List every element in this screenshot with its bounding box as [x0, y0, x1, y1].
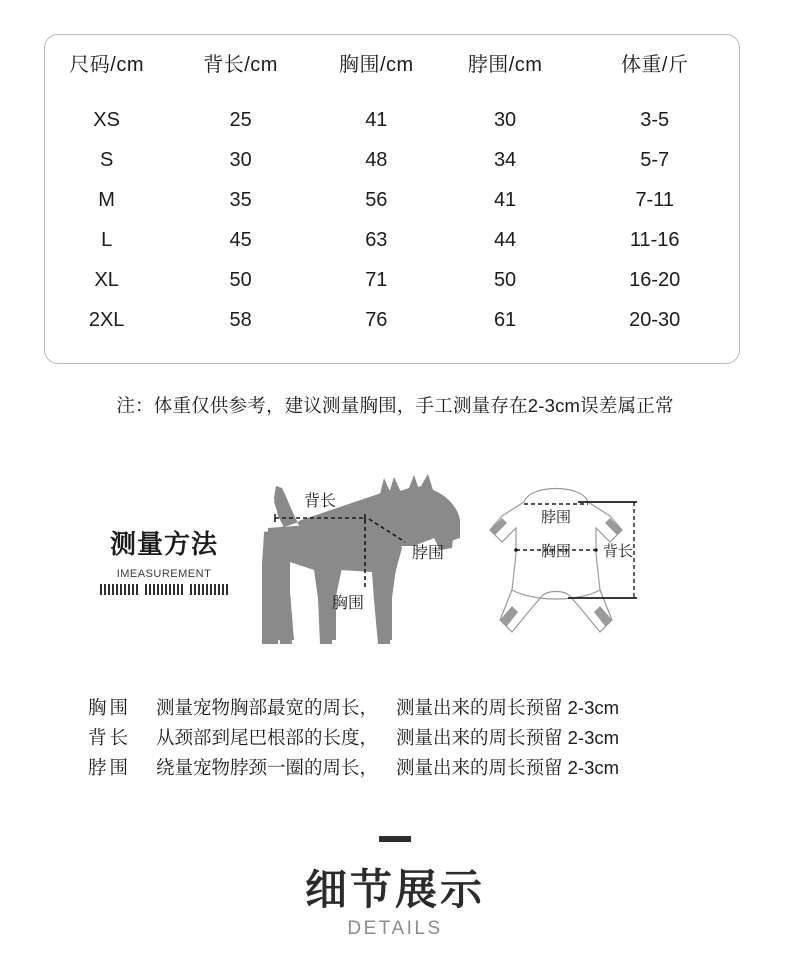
cell-size: XL — [94, 268, 119, 291]
cell-chest: 41 — [365, 108, 388, 131]
description-text-b: 测量出来的周长预留 2-3cm — [396, 727, 620, 748]
column-header-chest: 胸围/cm — [338, 53, 414, 76]
cell-back: 35 — [229, 188, 252, 211]
description-text-a: 从颈部到尾巴根部的长度， — [156, 727, 379, 748]
description-term: 胸围 — [88, 697, 132, 718]
garment-chest-label: 胸围 — [540, 543, 572, 560]
garment-right-leg — [570, 590, 612, 632]
cell-back: 25 — [229, 108, 252, 131]
garment-left-leg — [500, 590, 542, 632]
description-row — [88, 754, 708, 784]
column-header-size: 尺码/cm — [69, 53, 144, 76]
cell-weight: 11-16 — [629, 228, 680, 251]
column-header-neck: 脖围/cm — [467, 53, 543, 76]
cell-size: L — [101, 228, 113, 251]
table-header-row — [44, 34, 740, 90]
cell-chest: 48 — [365, 148, 388, 171]
description-text-b: 测量出来的周长预留 2-3cm — [396, 697, 620, 718]
cell-weight: 16-20 — [629, 268, 681, 291]
dog-measurement-diagram — [262, 472, 472, 657]
table-row — [44, 90, 740, 140]
details-title-cn: 细节展示 — [304, 866, 485, 913]
cell-size: 2XL — [88, 308, 125, 331]
details-title-en: DETAILS — [347, 918, 443, 940]
dog-back-label: 背长 — [303, 493, 337, 510]
cell-back: 30 — [229, 148, 252, 171]
cell-chest: 76 — [365, 308, 388, 331]
description-text-b: 测量出来的周长预留 2-3cm — [396, 757, 620, 778]
column-header-back: 背长/cm — [203, 53, 278, 76]
table-row — [44, 140, 740, 180]
description-term: 脖围 — [88, 757, 132, 778]
description-text-a: 绕量宠物脖颈一圈的周长， — [156, 757, 379, 778]
table-row — [44, 220, 740, 260]
cell-size: XS — [93, 108, 120, 131]
cell-chest: 71 — [365, 268, 388, 291]
ruler-icon — [84, 584, 244, 595]
measurement-heading — [84, 530, 244, 595]
garment-back-label: 背长 — [602, 543, 634, 560]
garment-collar — [524, 489, 588, 503]
cell-neck: 41 — [493, 188, 517, 211]
cell-back: 58 — [229, 308, 252, 331]
measurement-title-en: imeasurement — [116, 563, 212, 581]
cell-size: M — [98, 188, 115, 211]
ruler-group — [145, 584, 183, 595]
garment-crotch — [542, 592, 570, 597]
details-section — [0, 836, 790, 940]
dog-chest-label: 胸围 — [331, 595, 365, 612]
table-row — [44, 260, 740, 300]
dog-neck-label: 脖围 — [412, 545, 445, 562]
table-row — [44, 180, 740, 220]
cell-back: 50 — [229, 268, 252, 291]
description-row — [88, 724, 708, 754]
measurement-descriptions — [88, 694, 708, 784]
cell-weight: 5-7 — [640, 148, 670, 171]
description-row — [88, 694, 708, 724]
description-term: 背长 — [88, 727, 132, 748]
column-header-weight: 体重/斤 — [620, 53, 689, 76]
size-chart-table — [44, 34, 740, 340]
cell-weight: 20-30 — [629, 308, 681, 331]
cell-weight: 7-11 — [635, 188, 674, 211]
cell-neck: 61 — [493, 308, 517, 331]
measurement-title-cn: 测量方法 — [109, 529, 218, 559]
cell-neck: 44 — [493, 228, 517, 251]
garment-measurement-diagram — [482, 472, 672, 657]
cell-weight: 3-5 — [640, 108, 670, 131]
cell-neck: 30 — [493, 108, 517, 131]
description-text-a: 测量宠物胸部最宽的周长， — [156, 697, 379, 718]
garment-neck-label: 脖围 — [540, 509, 572, 526]
cell-neck: 34 — [493, 148, 517, 171]
ruler-group — [190, 584, 228, 595]
cell-chest: 63 — [365, 228, 388, 251]
section-divider-dash — [379, 836, 411, 842]
cell-neck: 50 — [493, 268, 517, 291]
cell-size: S — [99, 148, 114, 171]
ruler-group — [100, 584, 138, 595]
cell-back: 45 — [229, 228, 252, 251]
cell-chest: 56 — [365, 188, 388, 211]
size-table-note: 注：体重仅供参考，建议测量胸围，手工测量存在2-3cm误差属正常 — [116, 395, 674, 416]
table-row — [44, 300, 740, 340]
